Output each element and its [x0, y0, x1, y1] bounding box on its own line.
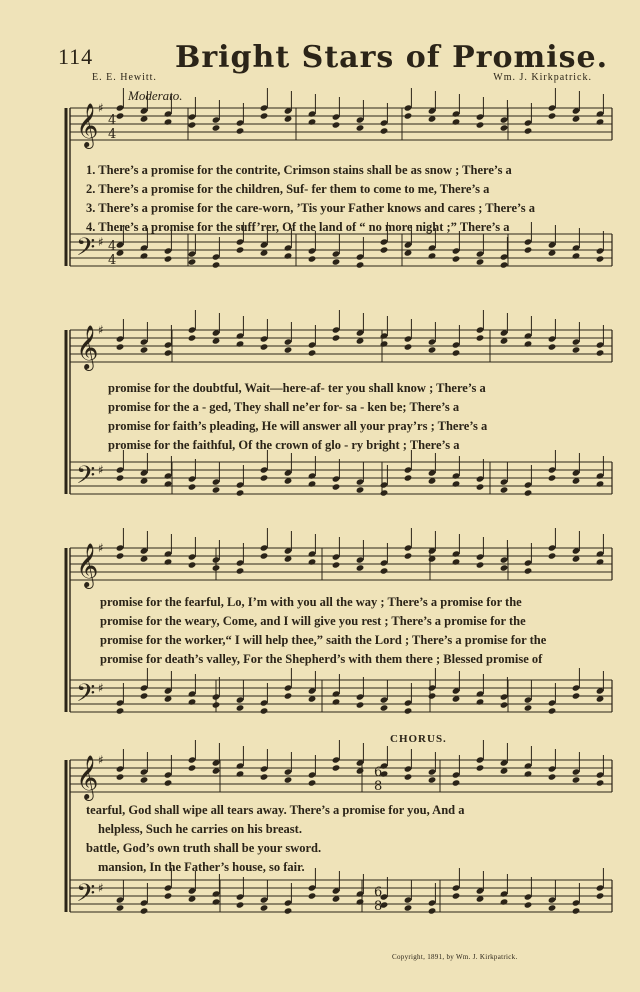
system-4-bass-note	[404, 904, 413, 911]
system-3-bass-note	[524, 704, 533, 711]
system-1-treble-note	[452, 118, 461, 125]
system-2-bass-note	[404, 474, 413, 481]
tempo-marking: Moderato.	[128, 88, 183, 103]
system-1-treble-note	[548, 112, 557, 119]
system-2-bass-note	[380, 489, 389, 496]
system-2-treble-note	[236, 340, 245, 347]
system-2-treble-note	[380, 340, 389, 347]
system-3-treble-note	[188, 561, 197, 568]
system-2-bass-note	[116, 474, 125, 481]
time-signature: 4	[108, 113, 117, 128]
system-2-treble-note	[428, 346, 437, 353]
system-1-treble-note	[596, 118, 605, 125]
lyric-line: 4. There’s a promise for the suff’rer, Of the land of “ no more night ;” There’s a	[86, 220, 510, 234]
system-3-bass-note	[548, 707, 557, 714]
system-1-bass-note	[332, 258, 341, 265]
system-3-treble-note	[116, 552, 125, 559]
system-4-treble-note	[476, 764, 485, 771]
system-1-bass-note	[380, 246, 389, 253]
system-2-treble-note	[476, 334, 485, 341]
lyric-line: promise for the doubtful, Wait—here-af- ter you shall know ; There’s a	[108, 381, 486, 395]
system-1-bass-clef: 𝄢	[76, 233, 96, 268]
system-4-treble-note	[596, 779, 605, 786]
system-1-treble-note	[164, 118, 173, 125]
system-1-bass-note	[356, 261, 365, 268]
system-3-bass-note	[260, 707, 269, 714]
system-4-bass-note	[284, 907, 293, 914]
system-1-treble-note	[356, 124, 365, 131]
system-1-bass-note	[596, 255, 605, 262]
system-3-treble-note	[596, 558, 605, 565]
system-1-treble-note	[380, 127, 389, 134]
lyric-line: 2. There’s a promise for the children, Suf- fer them to come to me, There’s a	[86, 182, 490, 196]
system-3-treble-note	[236, 567, 245, 574]
system-3-treble-note	[476, 561, 485, 568]
system-2-bass-note	[452, 480, 461, 487]
system-3-bass-note	[188, 698, 197, 705]
system-4-bass-note	[140, 907, 149, 914]
time-signature: 8	[374, 779, 383, 794]
system-1-treble-note	[116, 112, 125, 119]
system-3-bass-note	[500, 701, 509, 708]
system-3-bass-note	[116, 707, 125, 714]
system-2-key-signature: ♯	[98, 323, 104, 337]
time-signature: 4	[108, 127, 117, 142]
system-4-treble-note	[140, 776, 149, 783]
lyric-line: tearful, God shall wipe all tears away. There’s a promise for you, And a	[86, 803, 465, 817]
system-2-treble-note	[116, 343, 125, 350]
lyricist-credit: E. E. Hewitt.	[92, 72, 157, 83]
time-signature: 6	[374, 765, 383, 780]
system-4-treble-note	[116, 773, 125, 780]
system-3-key-signature: ♯	[98, 541, 104, 555]
system-4-bass-note	[308, 892, 317, 899]
system-3-treble-note	[524, 567, 533, 574]
system-3-treble-note	[452, 558, 461, 565]
system-3-treble-note	[260, 552, 269, 559]
system-4-treble-note	[308, 779, 317, 786]
system-4-treble-note	[548, 773, 557, 780]
system-1-treble-note	[260, 112, 269, 119]
system-4-bass-note	[500, 898, 509, 905]
system-3-treble-note	[308, 558, 317, 565]
system-3-bass-clef: 𝄢	[76, 679, 96, 714]
system-2-bass-note	[524, 489, 533, 496]
time-signature: 6	[374, 885, 383, 900]
system-4-treble-note	[452, 779, 461, 786]
system-2-bass-note	[212, 486, 221, 493]
system-4-bass-note	[212, 898, 221, 905]
page-number: 114	[58, 44, 94, 69]
system-2-bass-note	[236, 489, 245, 496]
hymn-title: Bright Stars of Promise.	[175, 40, 609, 75]
system-2-treble-clef: 𝄞	[76, 325, 99, 369]
system-1-bass-note	[428, 252, 437, 259]
system-1-bass-note	[308, 255, 317, 262]
system-3-bass-note	[140, 692, 149, 699]
system-4-bass-note	[428, 907, 437, 914]
system-1-bass-note	[140, 252, 149, 259]
system-3-treble-clef: 𝄞	[76, 543, 99, 587]
system-1-bass-note	[524, 246, 533, 253]
time-signature: 8	[374, 899, 383, 914]
system-2-treble-note	[332, 334, 341, 341]
system-1-treble-note	[236, 127, 245, 134]
system-1-treble-note	[476, 121, 485, 128]
system-4-bass-note	[548, 904, 557, 911]
system-1-treble-clef: 𝄞	[76, 103, 99, 147]
lyric-line: promise for faith’s pleading, He will answer all your pray’rs ; There’s a	[108, 419, 488, 433]
system-3-treble-note	[380, 567, 389, 574]
system-2-bass-note	[308, 480, 317, 487]
system-2-bass-note	[332, 483, 341, 490]
system-1-bass-note	[452, 255, 461, 262]
system-1-bass-note	[236, 246, 245, 253]
system-1-bass-note	[164, 255, 173, 262]
system-2-treble-note	[188, 334, 197, 341]
system-2-bass-note	[596, 480, 605, 487]
system-1-treble-note	[332, 121, 341, 128]
system-2-treble-note	[596, 349, 605, 356]
system-3-bass-note	[212, 701, 221, 708]
system-4-treble-note	[524, 770, 533, 777]
system-4-key-signature: ♯	[98, 753, 104, 767]
system-4-bass-clef: 𝄢	[76, 879, 96, 914]
system-1-key-signature: ♯	[98, 235, 104, 249]
system-3-treble-note	[548, 552, 557, 559]
lyric-line: helpless, Such he carries on his breast.	[98, 822, 302, 836]
system-2-treble-note	[452, 349, 461, 356]
time-signature: 4	[108, 253, 117, 268]
system-3-treble-note	[500, 564, 509, 571]
system-4-bass-note	[236, 901, 245, 908]
system-2-treble-note	[548, 343, 557, 350]
system-1-treble-note	[524, 127, 533, 134]
lyric-line: promise for the faithful, Of the crown of glo - ry bright ; There’s a	[108, 438, 460, 452]
chorus-heading: CHORUS.	[390, 733, 447, 745]
lyric-line: promise for the fearful, Lo, I’m with you all the way ; There’s a promise for the	[100, 595, 522, 609]
system-1-bass-note	[212, 261, 221, 268]
lyric-line: 3. There’s a promise for the care-worn, ’Tis your Father knows and cares ; There’s a	[86, 201, 535, 215]
lyric-line: promise for the worker,“ I will help thee,” saith the Lord ; There’s a promise for the	[100, 633, 547, 647]
system-4-treble-note	[188, 764, 197, 771]
system-1-treble-note	[500, 124, 509, 131]
system-1-key-signature: ♯	[98, 101, 104, 115]
system-2-treble-note	[524, 340, 533, 347]
system-2-treble-note	[164, 349, 173, 356]
copyright-notice: Copyright, 1891, by Wm. J. Kirkpatrick.	[392, 953, 518, 961]
system-2-bass-note	[356, 486, 365, 493]
lyric-line: 1. There’s a promise for the contrite, Crimson stains shall be as snow ; There’s a	[86, 163, 512, 177]
system-1-treble-note	[188, 121, 197, 128]
system-2-treble-note	[572, 346, 581, 353]
system-3-bass-note	[284, 692, 293, 699]
system-3-bass-note	[332, 698, 341, 705]
system-2-bass-note	[164, 480, 173, 487]
system-1-bass-note	[476, 258, 485, 265]
system-3-bass-note	[572, 692, 581, 699]
system-2-treble-note	[404, 343, 413, 350]
system-4-bass-note	[524, 901, 533, 908]
system-4-bass-note	[356, 898, 365, 905]
system-3-treble-note	[404, 552, 413, 559]
system-3-key-signature: ♯	[98, 681, 104, 695]
system-3-bass-note	[404, 707, 413, 714]
system-2-bass-note	[500, 486, 509, 493]
system-2-treble-note	[308, 349, 317, 356]
system-4-treble-note	[164, 779, 173, 786]
system-2-treble-note	[140, 346, 149, 353]
system-4-bass-note	[572, 907, 581, 914]
system-4-treble-note	[572, 776, 581, 783]
system-4-treble-note	[404, 773, 413, 780]
system-3-treble-note	[164, 558, 173, 565]
system-4-bass-note	[116, 904, 125, 911]
system-4-treble-note	[428, 776, 437, 783]
system-4-treble-note	[236, 770, 245, 777]
system-3-treble-note	[356, 564, 365, 571]
system-4-treble-note	[332, 764, 341, 771]
system-2-bass-note	[260, 474, 269, 481]
system-2-treble-note	[284, 346, 293, 353]
system-2-bass-note	[188, 483, 197, 490]
lyric-line: promise for the a - ged, They shall ne’er for- sa - ken be; There’s a	[108, 400, 460, 414]
system-3-bass-note	[476, 698, 485, 705]
system-3-treble-note	[332, 561, 341, 568]
system-2-treble-note	[260, 343, 269, 350]
system-1-bass-note	[572, 252, 581, 259]
system-4-bass-note	[596, 892, 605, 899]
system-2-bass-clef: 𝄢	[76, 461, 96, 496]
system-4-bass-note	[452, 892, 461, 899]
system-2-bass-note	[548, 474, 557, 481]
system-1-bass-note	[188, 258, 197, 265]
lyric-line: promise for death’s valley, For the Shepherd’s with them there ; Blessed promise of	[100, 652, 543, 666]
system-3-bass-note	[428, 692, 437, 699]
system-1-treble-note	[308, 118, 317, 125]
system-4-bass-note	[260, 904, 269, 911]
system-1-treble-note	[404, 112, 413, 119]
time-signature: 4	[108, 239, 117, 254]
system-1-bass-note	[284, 252, 293, 259]
system-3-bass-note	[380, 704, 389, 711]
system-3-treble-note	[212, 564, 221, 571]
system-3-bass-note	[356, 701, 365, 708]
system-4-key-signature: ♯	[98, 881, 104, 895]
lyric-line: promise for the weary, Come, and I will give you rest ; There’s a promise for the	[100, 614, 526, 628]
system-4-treble-note	[260, 773, 269, 780]
system-2-bass-note	[476, 483, 485, 490]
system-1-bass-note	[500, 261, 509, 268]
system-4-treble-clef: 𝄞	[76, 755, 99, 799]
system-4-bass-note	[164, 892, 173, 899]
composer-credit: Wm. J. Kirkpatrick.	[493, 72, 592, 83]
system-1-treble-note	[212, 124, 221, 131]
system-3-bass-note	[236, 704, 245, 711]
lyric-line: mansion, In the Father’s house, so fair.	[98, 860, 305, 874]
system-2-key-signature: ♯	[98, 463, 104, 477]
system-4-treble-note	[284, 776, 293, 783]
lyric-line: battle, God’s own truth shall be your sword.	[86, 841, 322, 855]
